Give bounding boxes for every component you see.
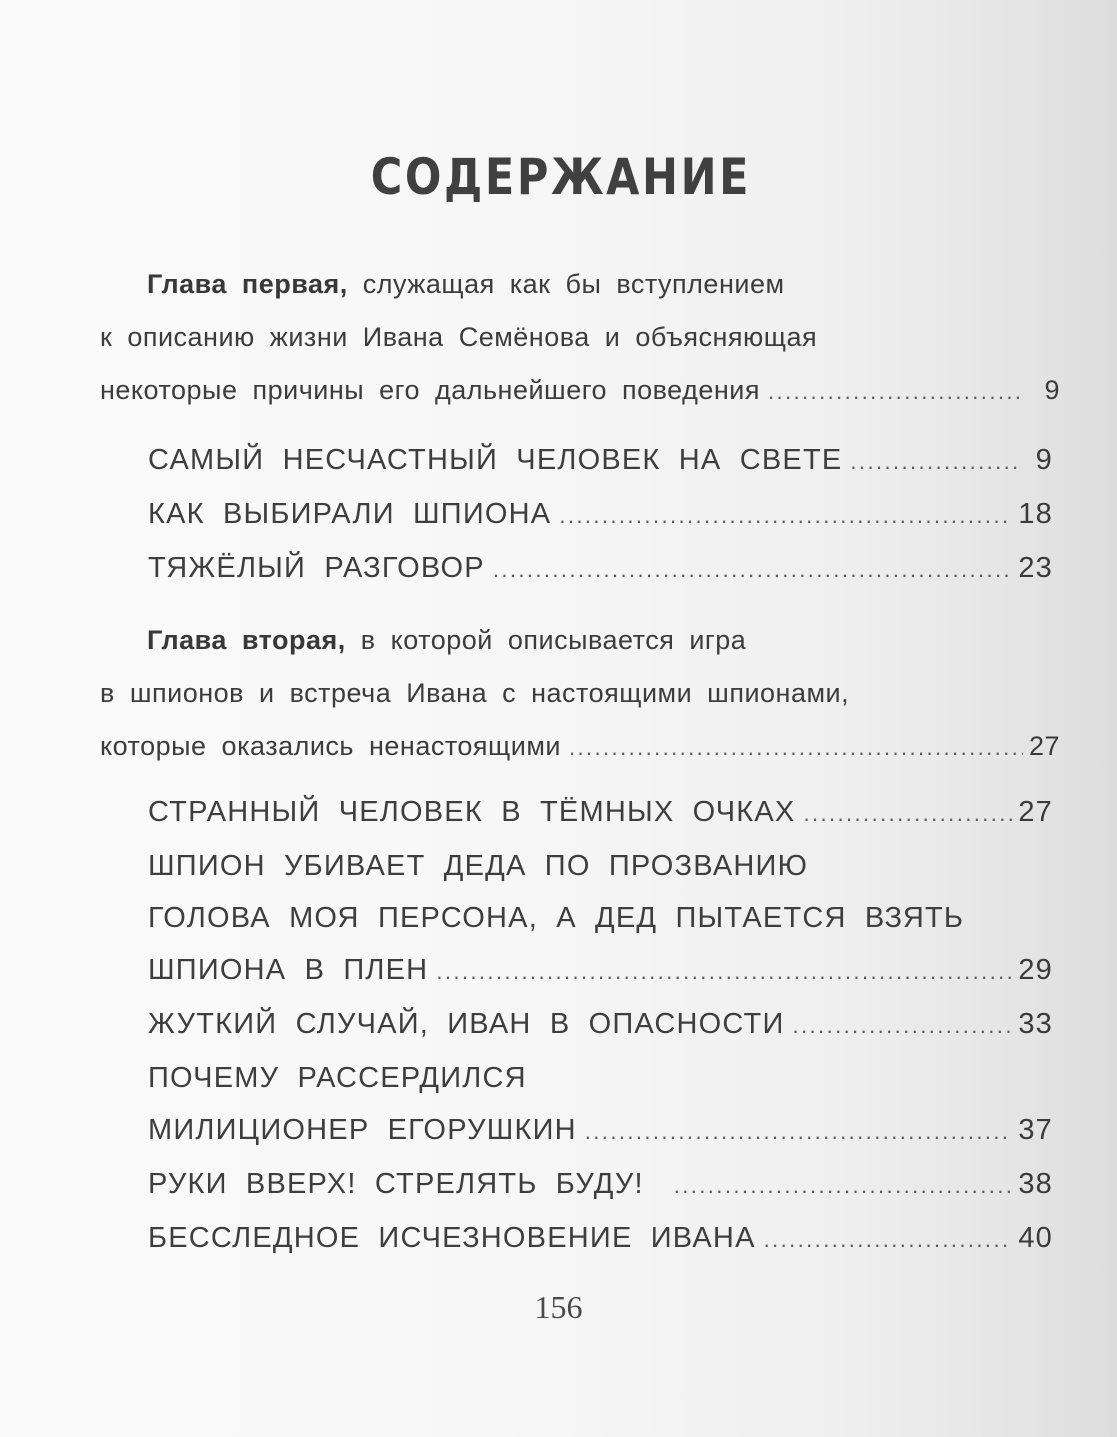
toc-entry-page: 38 [1018,1168,1053,1200]
toc-entry-page: 18 [1018,498,1053,530]
chapter-1-heading-line-3 [100,364,1060,418]
toc-entry-title: СТРАННЫЙ ЧЕЛОВЕК В ТЁМНЫХ ОЧКАХ [148,796,796,828]
toc-entry-title-line: ПОЧЕМУ РАССЕРДИЛСЯ [148,1062,527,1094]
toc-entry [148,1104,1053,1158]
toc-entry-title-line: МИЛИЦИОНЕР ЕГОРУШКИН [148,1114,577,1146]
page-number: 156 [534,1289,583,1325]
dot-leader [850,436,1017,488]
toc-entry [148,944,1053,998]
chapter-1-page-number: 9 [1044,375,1060,405]
chapter-1-entries [148,434,1053,596]
chapter-1-heading-line-2: к описанию жизни Ивана Семёнова и объясняющая [100,322,818,352]
chapter-2-heading-line-3 [100,720,1060,774]
chapter-2-heading-line-1 [100,614,1060,667]
dot-leader [764,1214,1013,1266]
dot-leader [559,490,1012,542]
toc-entry [148,434,1053,488]
dot-leader [793,1000,1013,1052]
chapter-1-heading [100,258,1060,418]
toc-entry-title: ТЯЖЁЛЫЙ РАЗГОВОР [148,552,485,584]
dot-leader [803,788,1012,840]
chapter-2-label: Глава вторая, [147,625,346,655]
dot-leader [674,1160,1013,1212]
toc-entry [148,488,1053,542]
toc-entry-title-line: ШПИОНА В ПЛЕН [148,954,429,986]
toc-entry-page: 40 [1018,1222,1053,1254]
chapter-2-page-number: 27 [1028,731,1060,761]
toc-entry-page: 9 [1035,444,1053,476]
toc-entry-title: БЕССЛЕДНОЕ ИСЧЕЗНОВЕНИЕ ИВАНА [148,1222,756,1254]
toc-entry-page: 27 [1018,796,1053,828]
chapter-2-entries [148,786,1053,1266]
chapter-2-heading [100,614,1060,774]
dot-leader [493,544,1013,596]
toc-entry-title: ЖУТКИЙ СЛУЧАЙ, ИВАН В ОПАСНОСТИ [148,1008,785,1040]
chapter-1-heading-line-3-text: некоторые причины его дальнейшего поведения [100,375,760,405]
toc-entry-title-line: ГОЛОВА МОЯ ПЕРСОНА, А ДЕД ПЫТАЕТСЯ ВЗЯТЬ [148,902,965,934]
chapter-2-heading-line-2: в шпионов и встреча Ивана с настоящими шпионами, [100,678,850,708]
toc-entry-title: КАК ВЫБИРАЛИ ШПИОНА [148,498,552,530]
toc-entry [148,1212,1053,1266]
toc-entry-title: РУКИ ВВЕРХ! СТРЕЛЯТЬ БУДУ! [148,1168,644,1200]
chapter-2-heading-line-3-text: которые оказались ненастоящими [100,731,561,761]
dot-leader [436,946,1012,998]
chapter-2-heading-text: в которой описывается игра [360,625,747,655]
chapter-1-heading-text: служащая как бы вступлением [362,269,785,299]
toc-entry-page: 29 [1018,954,1053,986]
chapter-1-label: Глава первая, [147,269,348,299]
chapter-1-heading-line-1 [100,258,1060,311]
toc-entry-page: 37 [1018,1114,1053,1146]
page-title: СОДЕРЖАНИЕ [370,148,752,206]
toc-entry-title-line: ШПИОН УБИВАЕТ ДЕДА ПО ПРОЗВАНИЮ [148,850,809,882]
dot-leader [768,365,1024,418]
dot-leader [569,721,1023,774]
toc-entry-page: 23 [1018,552,1053,584]
toc-entry-page: 33 [1018,1008,1053,1040]
toc-entry [148,998,1053,1052]
toc-entry [148,1158,1053,1212]
toc-entry [148,542,1053,596]
dot-leader [585,1106,1013,1158]
toc-entry [148,786,1053,840]
toc-entry-title: САМЫЙ НЕСЧАСТНЫЙ ЧЕЛОВЕК НА СВЕТЕ [148,444,843,476]
